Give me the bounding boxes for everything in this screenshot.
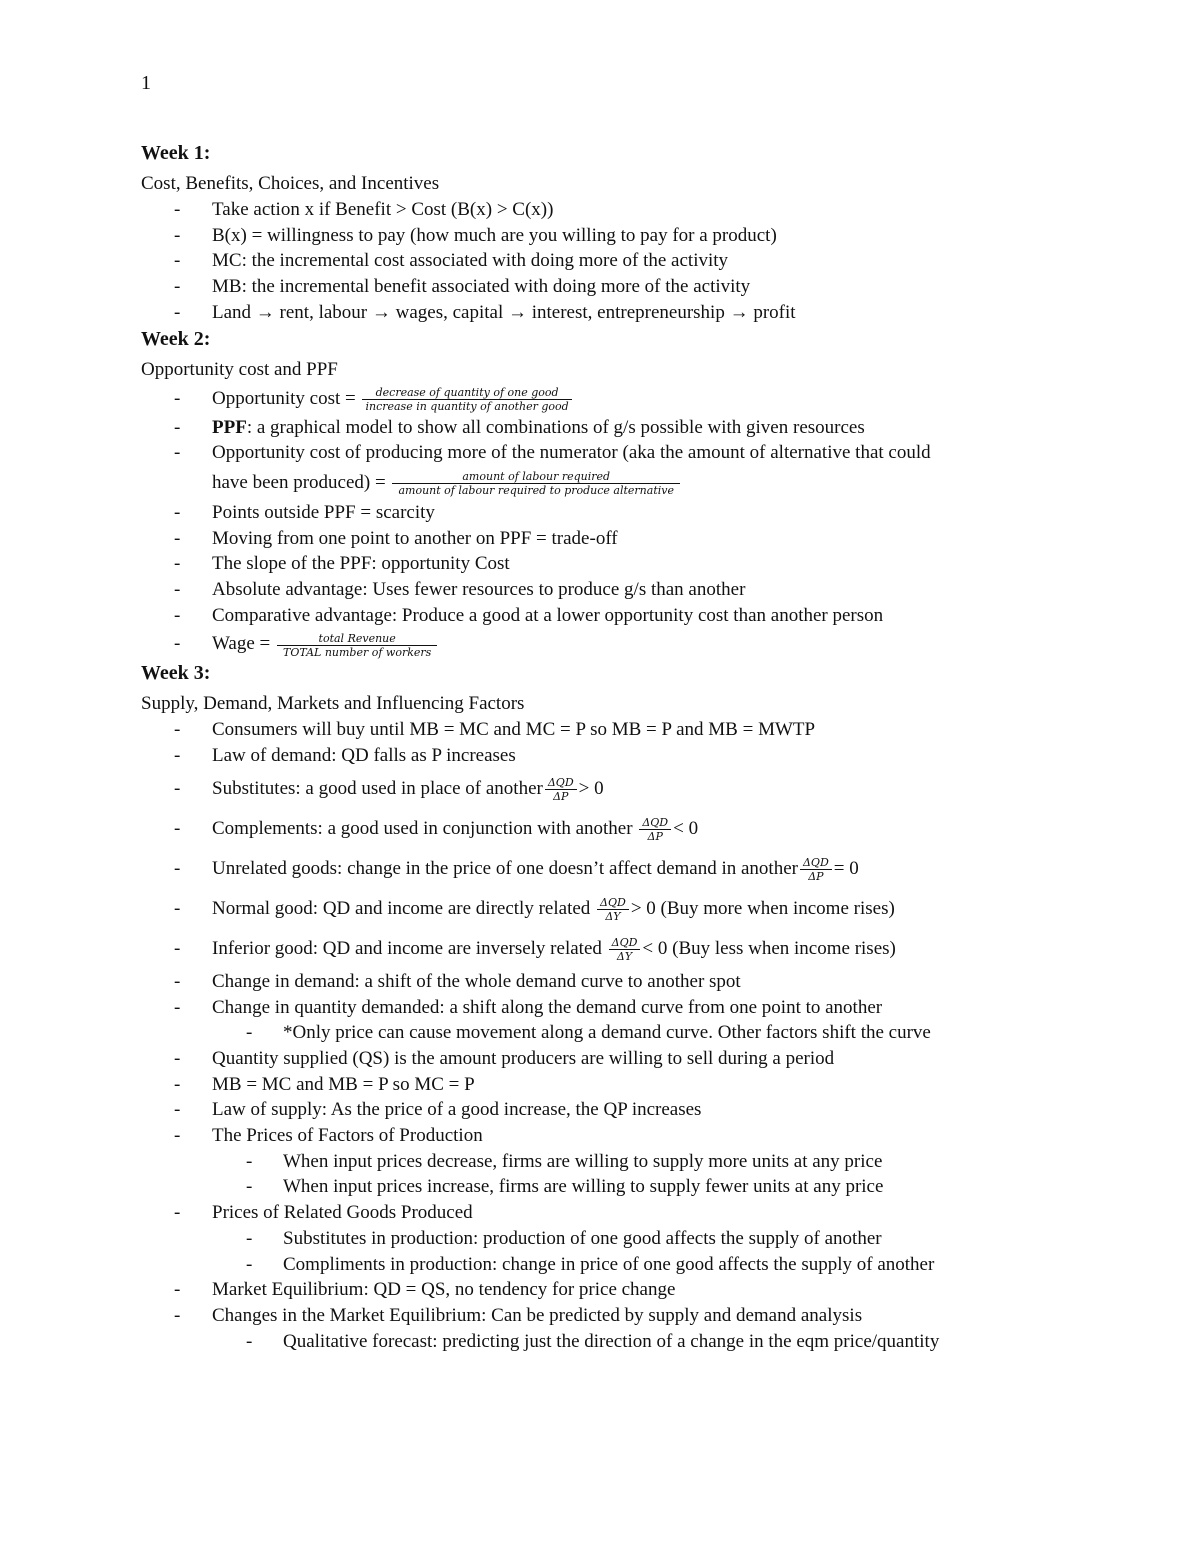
list-item-related-goods: [141, 1200, 1141, 1277]
sub-list: [212, 1226, 1141, 1277]
normal-good-relation: > 0 (Buy more when income rises): [630, 897, 895, 919]
opportunity-cost-fraction: [362, 386, 571, 413]
list-item-wage: [141, 628, 1141, 660]
list-item: - Points outside PPF = scarcity: [141, 500, 1141, 526]
unrelated-relation: = 0: [833, 857, 859, 879]
week-1-list: [141, 197, 1141, 326]
inferior-good-relation: < 0 (Buy less when income rises): [642, 937, 896, 959]
list-item-market-equilibrium-changes: [141, 1303, 1141, 1354]
list-item: - Quantity supplied (QS) is the amount producers are willing to sell during a period: [141, 1046, 1141, 1072]
fraction-numerator: ΔQD: [597, 896, 629, 910]
fraction-numerator: amount of labour required: [392, 470, 680, 484]
sub-list-item: - When input prices decrease, firms are willing to supply more units at any price: [141, 1149, 1141, 1175]
unrelated-text: Unrelated goods: change in the price of one doesn’t affect demand in another: [212, 857, 798, 879]
quantity-demanded-text: Change in quantity demanded: a shift along the demand curve from one point to another: [212, 996, 883, 1018]
week-1-subtitle: Cost, Benefits, Choices, and Incentives: [141, 173, 440, 194]
ppf-term: PPF: [212, 416, 247, 438]
list-item-inferior-good: [141, 929, 1141, 969]
fraction-numerator: total Revenue: [277, 632, 437, 646]
fraction-numerator: decrease of quantity of one good: [362, 386, 571, 400]
list-item-opportunity-cost-numerator: [141, 440, 1141, 500]
list-item-unrelated-goods: [141, 849, 1141, 889]
inferior-good-fraction: [609, 936, 641, 963]
list-item: - Law of demand: QD falls as P increases: [141, 743, 1141, 769]
list-item: - Take action x if Benefit > Cost (B(x) > C(x)): [141, 197, 1141, 223]
week-2-list: [141, 383, 1141, 661]
normal-good-text: Normal good: QD and income are directly related: [212, 897, 596, 919]
complements-fraction: [639, 816, 671, 843]
substitutes-text: Substitutes: a good used in place of another: [212, 777, 543, 799]
list-item: - Law of supply: As the price of a good increase, the QP increases: [141, 1097, 1141, 1123]
fraction-denominator: ΔP: [647, 829, 663, 843]
sub-list: [212, 1149, 1141, 1200]
sub-list-item: - Qualitative forecast: predicting just the direction of a change in the eqm price/quantity: [141, 1329, 1141, 1355]
normal-good-fraction: [597, 896, 629, 923]
list-item: - Moving from one point to another on PPF = trade-off: [141, 526, 1141, 552]
week-2-subtitle: Opportunity cost and PPF: [141, 358, 338, 380]
sub-list-item: - Compliments in production: change in price of one good affects the supply of another: [141, 1252, 1141, 1278]
week-3-list: [141, 717, 1141, 1354]
related-goods-text: Prices of Related Goods Produced: [212, 1202, 473, 1224]
labour-fraction: [392, 470, 680, 497]
fraction-denominator: amount of labour required to produce alternative: [398, 484, 674, 498]
complements-relation: < 0: [673, 817, 699, 839]
opportunity-cost-numerator-line-1: - Opportunity cost of producing more of the numerator (aka the amount of alternative that could: [212, 442, 931, 464]
list-item: - Market Equilibrium: QD = QS, no tendency for price change: [141, 1277, 1141, 1303]
fraction-denominator: increase in quantity of another good: [365, 399, 569, 413]
substitutes-relation: > 0: [578, 777, 604, 799]
list-item: - MC: the incremental cost associated with doing more of the activity: [141, 248, 1141, 274]
factors-of-production-text: The Prices of Factors of Production: [212, 1125, 483, 1147]
list-item: - B(x) = willingness to pay (how much are you willing to pay for a product): [141, 223, 1141, 249]
fraction-numerator: ΔQD: [545, 776, 577, 790]
list-item: - Land → rent, labour → wages, capital → interest, entrepreneurship → profit: [141, 300, 1141, 326]
list-item: - MB: the incremental benefit associated with doing more of the activity: [141, 274, 1141, 300]
wage-label: Wage =: [212, 633, 275, 655]
fraction-denominator: ΔY: [616, 949, 633, 963]
list-item: - Absolute advantage: Uses fewer resources to produce g/s than another: [141, 577, 1141, 603]
opportunity-cost-label: Opportunity cost =: [212, 387, 361, 409]
fraction-numerator: ΔQD: [609, 936, 641, 950]
list-item: - The slope of the PPF: opportunity Cost: [141, 551, 1141, 577]
list-item-opportunity-cost: [141, 383, 1141, 415]
week-3-heading: Week 3:: [141, 662, 211, 685]
fraction-denominator: ΔP: [808, 869, 824, 883]
fraction-numerator: ΔQD: [639, 816, 671, 830]
substitutes-fraction: [545, 776, 577, 803]
ppf-definition: : a graphical model to show all combinations of g/s possible with given resources: [246, 416, 865, 438]
sub-list: [212, 1329, 1141, 1355]
week-2-heading: Week 2:: [141, 327, 211, 350]
list-item-complements: [141, 809, 1141, 849]
wage-fraction: [277, 632, 437, 659]
list-item-quantity-demanded: [141, 995, 1141, 1046]
unrelated-fraction: [800, 856, 832, 883]
sub-list: [212, 1020, 1141, 1046]
page-number: 1: [141, 72, 151, 94]
list-item: - MB = MC and MB = P so MC = P: [141, 1072, 1141, 1098]
fraction-denominator: TOTAL number of workers: [283, 645, 432, 659]
list-item-factors-of-production: [141, 1123, 1141, 1200]
sub-list-item: - *Only price can cause movement along a demand curve. Other factors shift the curve: [141, 1020, 1141, 1046]
list-item-normal-good: [141, 889, 1141, 929]
list-item: - Consumers will buy until MB = MC and MC = P so MB = P and MB = MWTP: [141, 717, 1141, 743]
complements-text: Complements: a good used in conjunction with another: [212, 817, 638, 839]
list-item: - Change in demand: a shift of the whole demand curve to another spot: [141, 969, 1141, 995]
document-body: [141, 140, 1141, 1354]
list-item-substitutes: [141, 769, 1141, 809]
list-item: - Comparative advantage: Produce a good at a lower opportunity cost than another person: [141, 603, 1141, 629]
sub-list-item: - When input prices increase, firms are willing to supply fewer units at any price: [141, 1174, 1141, 1200]
opportunity-cost-numerator-line-2: [212, 466, 1141, 500]
market-equilibrium-changes-text: Changes in the Market Equilibrium: Can be predicted by supply and demand analysis: [212, 1304, 863, 1326]
produced-label: have been produced) =: [212, 471, 391, 493]
week-3-subtitle: Supply, Demand, Markets and Influencing Factors: [141, 693, 525, 715]
sub-list-item: - Substitutes in production: production of one good affects the supply of another: [141, 1226, 1141, 1252]
week-1-heading: Week 1:: [141, 142, 211, 164]
fraction-numerator: ΔQD: [800, 856, 832, 870]
list-item-ppf: [141, 415, 1141, 441]
inferior-good-text: Inferior good: QD and income are inversely related: [212, 937, 607, 959]
fraction-denominator: ΔP: [553, 789, 569, 803]
fraction-denominator: ΔY: [605, 909, 621, 923]
